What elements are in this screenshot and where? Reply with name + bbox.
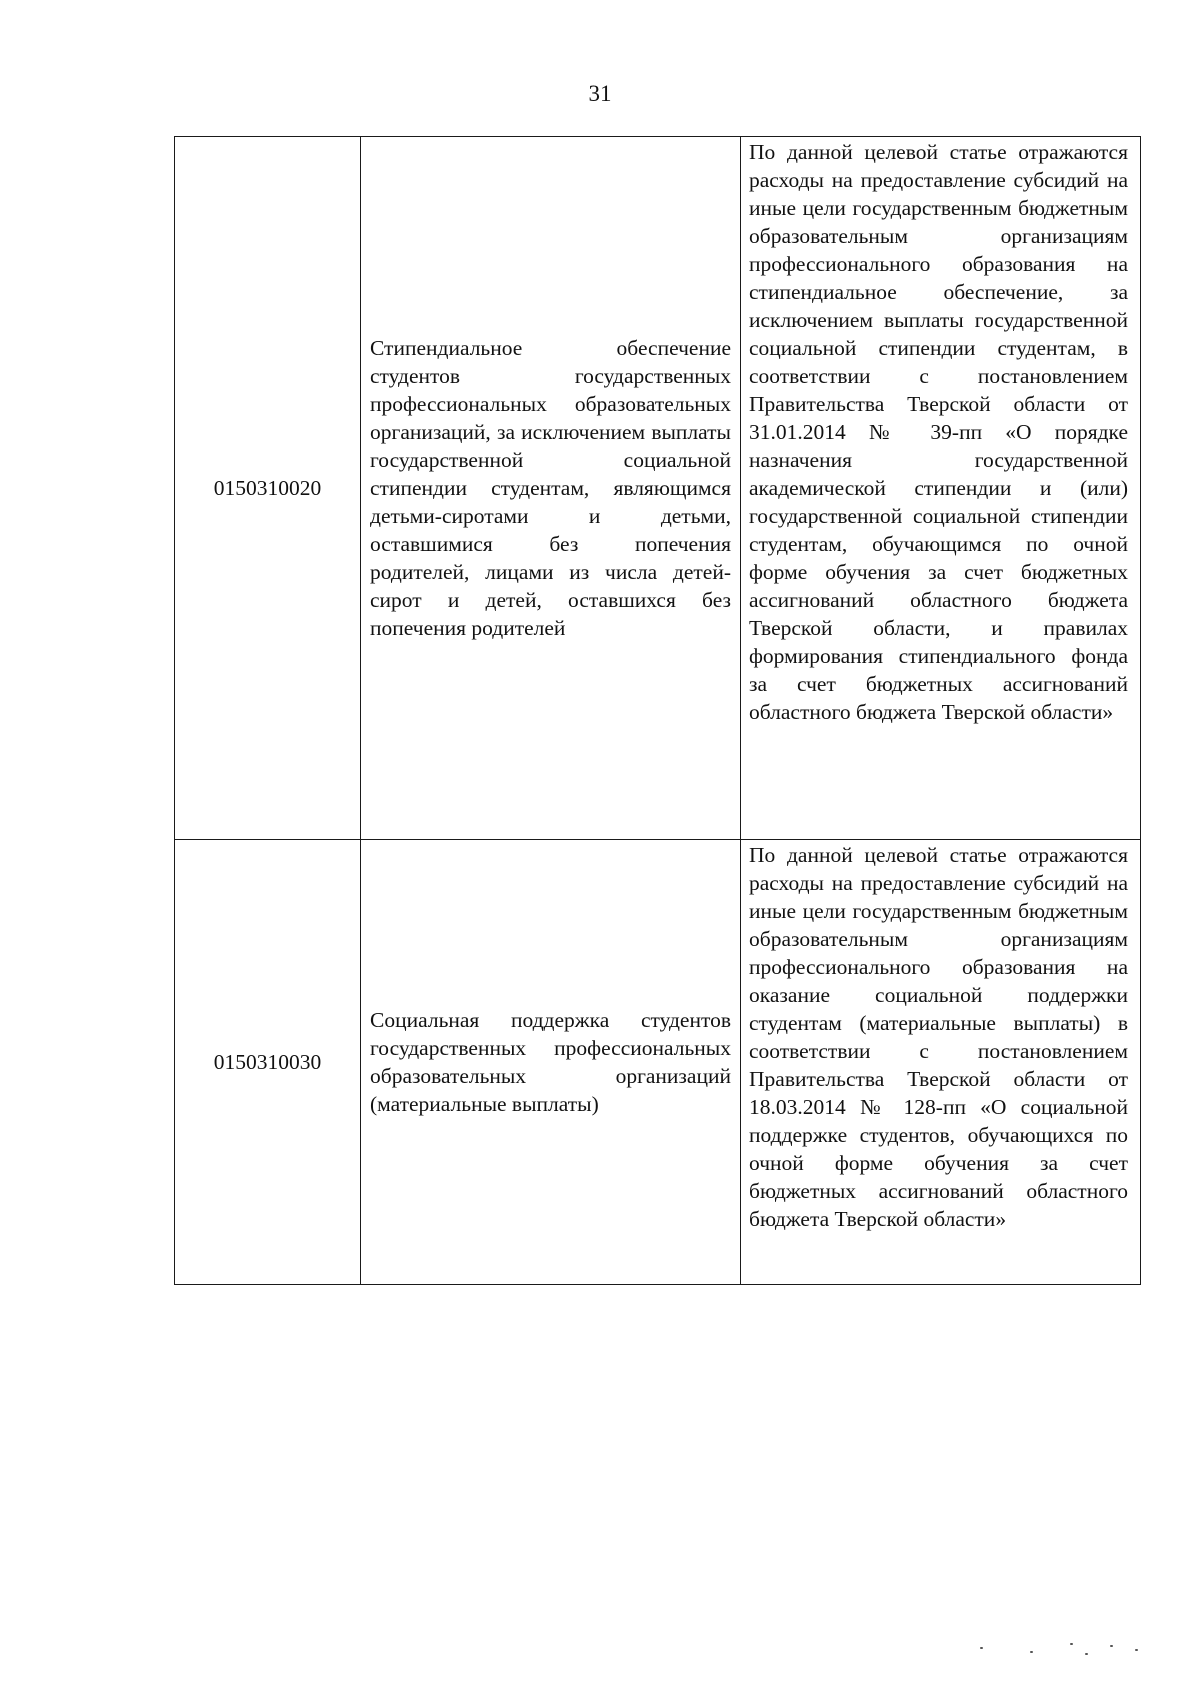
article-code-cell: 0150310030 bbox=[175, 840, 361, 1285]
article-description-cell: По данной целевой статье отражаются расходы на предоставление субсидий на иные цели государственным бюджетным образовательным организациям профессионального образования на стипендиальное обеспечение, за исключением выплаты государственной социальной стипендии студентам, в соответствии с постановлением Правительства Тверской области от 31.01.2014 № 39-пп «О порядке назначения государственной академической стипендии и (или) государственной социальной стипендии студентам, обучающимся по очной форме обучения за счет бюджетных ассигнований областного бюджета Тверской области, и правилах формирования стипендиального фонда за счет бюджетных ассигнований областного бюджета Тверской области» bbox=[741, 137, 1141, 840]
table-row bbox=[175, 840, 1141, 1285]
article-name-cell: Стипендиальное обеспечение студентов государственных профессиональных образовательных организаций, за исключением выплаты государственной социальной стипендии студентам, являющимся детьми-сиротами и детьми, оставшимися без попечения родителей, лицами из числа детей-сирот и детей, оставшихся без попечения родителей bbox=[361, 137, 741, 840]
table-row bbox=[175, 137, 1141, 840]
article-code-cell: 0150310020 bbox=[175, 137, 361, 840]
budget-articles-table bbox=[174, 136, 1141, 1285]
article-name-cell: Социальная поддержка студентов государственных профессиональных образовательных организаций (материальные выплаты) bbox=[361, 840, 741, 1285]
article-description-cell: По данной целевой статье отражаются расходы на предоставление субсидий на иные цели государственным бюджетным образовательным организациям профессионального образования на оказание социальной поддержки студентам (материальные выплаты) в соответствии с постановлением Правительства Тверской области от 18.03.2014 № 128-пп «О социальной поддержке студентов, обучающихся по очной форме обучения за счет бюджетных ассигнований областного бюджета Тверской области» bbox=[741, 840, 1141, 1285]
page-number: 31 bbox=[588, 81, 612, 106]
scan-specks bbox=[960, 1639, 1160, 1669]
